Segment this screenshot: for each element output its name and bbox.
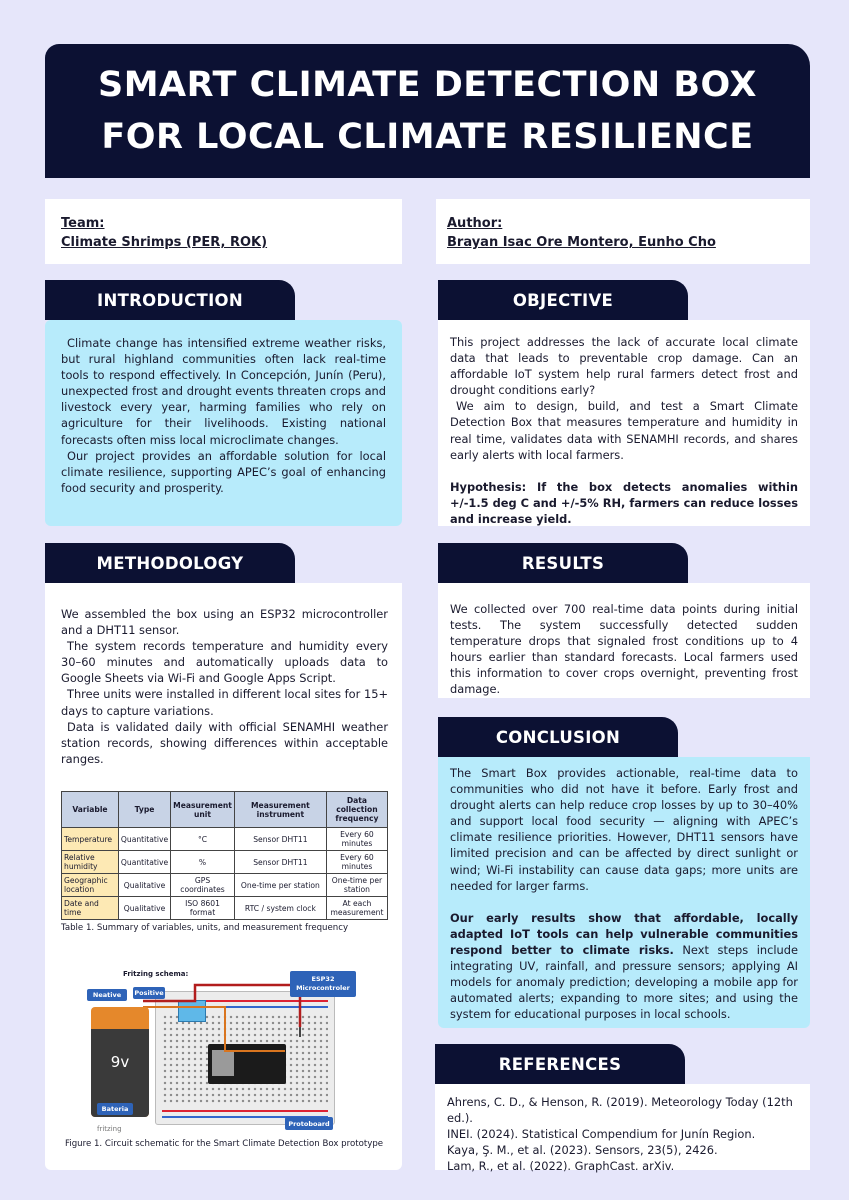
- table-cell: Sensor DHT11: [234, 828, 326, 851]
- table-caption: Table 1. Summary of variables, units, and measurement frequency: [61, 923, 349, 933]
- reference-item: Lam, R., et al. (2022). GraphCast. arXiv.: [447, 1159, 675, 1174]
- table-cell: Sensor DHT11: [234, 851, 326, 874]
- table-cell: RTC / system clock: [234, 897, 326, 920]
- conclusion-card: [438, 757, 810, 1028]
- author-card: [436, 199, 810, 264]
- introduction-heading: INTRODUCTION: [45, 280, 295, 320]
- conclusion-next-steps: Next steps include integrating UV, rainfall, and pressure sensors; applying AI models for anomaly prediction; developing a mobile app for automated alerts; expanding to more sites; and using the system for educational purposes in local schools.: [450, 942, 798, 1022]
- reference-item: Ahrens, C. D., & Henson, R. (2019). Meteorology Today (12th ed.).: [447, 1095, 793, 1126]
- methodology-paragraph-2: The system records temperature and humidity every 30–60 minutes and automatically uploads data to Google Sheets via Wi-Fi and Google Apps Script.: [61, 639, 388, 686]
- references-card: [435, 1084, 810, 1174]
- table-header: Measurement instrument: [234, 792, 326, 828]
- objective-card: [438, 320, 810, 526]
- conclusion-paragraph-1: The Smart Box provides actionable, real-time data to communities who did not have it before. Early frost and drought alerts can help reduce crop losses by up to 30–40% and support local food security — aligning with APEC’s climate resilience priorities. However, DHT11 sensors have limited precision and can be affected by direct sunlight or wind; Wi-Fi instability can cause data gaps; more units are needed for larger farms.: [450, 766, 798, 893]
- table-cell: %: [171, 851, 235, 874]
- table-cell: Quantitative: [118, 851, 170, 874]
- results-heading: RESULTS: [438, 543, 688, 583]
- table-cell: At each measurement: [326, 897, 387, 920]
- author-value: Brayan Isac Ore Montero, Eunho Cho: [447, 235, 716, 250]
- table-header: Measurement unit: [171, 792, 235, 828]
- table-cell: One-time per station: [326, 874, 387, 897]
- conclusion-key-finding: Our early results show that affordable, locally adapted IoT tools can help vulnerable communities respond better to climate risks.: [450, 910, 798, 957]
- variables-table-wrap: [61, 791, 388, 933]
- table-row: [62, 874, 388, 897]
- variables-table: [61, 791, 388, 920]
- team-value: Climate Shrimps (PER, ROK): [61, 235, 268, 250]
- reference-item: Kaya, Ş. M., et al. (2023). Sensors, 23(5), 2426.: [447, 1143, 718, 1158]
- table-row: [62, 828, 388, 851]
- table-cell: Geographic location: [62, 874, 119, 897]
- methodology-paragraph-1: We assembled the box using an ESP32 microcontroller and a DHT11 sensor.: [61, 607, 388, 638]
- positive-tag: Positive: [134, 989, 164, 997]
- methodology-paragraph-3: Three units were installed in different local sites for 15+ days to capture variations.: [61, 687, 388, 718]
- objective-paragraph-1: This project addresses the lack of accurate local climate data that leads to preventable crop damage. Can an affordable IoT system help rural farmers detect frost and drought conditions early?: [450, 335, 798, 398]
- introduction-paragraph-2: Our project provides an affordable solution for local climate resilience, supporting APEC’s goal of enhancing food security and prosperity.: [61, 448, 386, 495]
- methodology-paragraph-4: Data is validated daily with official SENAMHI weather station records, showing differences within acceptable ranges.: [61, 719, 388, 766]
- battery-image: [91, 1007, 149, 1117]
- table-cell: Relative humidity: [62, 851, 119, 874]
- objective-hypothesis: Hypothesis: If the box detects anomalies within +/-1.5 deg C and +/-5% RH, farmers can reduce losses and increase yield.: [450, 479, 798, 526]
- objective-heading: OBJECTIVE: [438, 280, 688, 320]
- table-cell: Qualitative: [118, 874, 170, 897]
- introduction-paragraph-1: Climate change has intensified extreme weather risks, but rural highland communities often lack real-time tools to respond effectively. In Concepción, Junín (Peru), unexpected frost and drought events threaten crops and livestock every year, harming families who rely on agriculture for their livelihoods. Existing national forecasts often miss local microclimate changes.: [61, 336, 386, 447]
- table-cell: Every 60 minutes: [326, 851, 387, 874]
- poster-title-line-2: FOR LOCAL CLIMATE RESILIENCE: [101, 117, 754, 157]
- fritzing-watermark: fritzing: [97, 1125, 122, 1133]
- table-cell: One-time per station: [234, 874, 326, 897]
- figure-caption: Figure 1. Circuit schematic for the Smart Climate Detection Box prototype: [65, 1139, 384, 1149]
- table-cell: Qualitative: [118, 897, 170, 920]
- schema-title: Fritzing schema:: [123, 970, 189, 978]
- results-paragraph-1: We collected over 700 real-time data points during initial tests. The system successfully detected sudden temperature drops that signaled frost conditions up to 4 hours earlier than standard forecasts. Local farmers used this information to cover crops overnight, preventing frost damage.: [450, 602, 798, 697]
- team-card: [45, 199, 402, 264]
- battery-tag: Bateria: [97, 1103, 133, 1115]
- negative-tag: Neative: [87, 989, 127, 1001]
- conclusion-heading: CONCLUSION: [438, 717, 678, 757]
- esp32-tag: ESP32 Microcontroler: [290, 971, 356, 997]
- battery-voltage: 9v: [110, 1053, 130, 1071]
- references-heading: REFERENCES: [435, 1044, 685, 1084]
- table-header: Data collection frequency: [326, 792, 387, 828]
- table-cell: Date and time: [62, 897, 119, 920]
- table-header: Type: [118, 792, 170, 828]
- protoboard-tag: Protoboard: [285, 1117, 333, 1130]
- table-cell: °C: [171, 828, 235, 851]
- conclusion-paragraph-2: [450, 910, 798, 1023]
- table-header: Variable: [62, 792, 119, 828]
- poster-title-line-1: SMART CLIMATE DETECTION BOX: [98, 65, 757, 105]
- table-cell: Quantitative: [118, 828, 170, 851]
- introduction-card: [45, 320, 402, 526]
- title-banner: [45, 44, 810, 178]
- results-card: [438, 583, 810, 698]
- circuit-figure: [85, 967, 385, 1137]
- methodology-heading: METHODOLOGY: [45, 543, 295, 583]
- table-cell: Every 60 minutes: [326, 828, 387, 851]
- table-cell: Temperature: [62, 828, 119, 851]
- table-row: [62, 897, 388, 920]
- table-cell: ISO 8601 format: [171, 897, 235, 920]
- methodology-card: [45, 583, 402, 1170]
- objective-paragraph-2: We aim to design, build, and test a Smart Climate Detection Box that measures temperature and humidity in real time, validates data with SENAMHI records, and shares early alerts with local farmers.: [450, 399, 798, 462]
- reference-item: INEI. (2024). Statistical Compendium for Junín Region.: [447, 1127, 756, 1142]
- table-row: [62, 851, 388, 874]
- table-cell: GPS coordinates: [171, 874, 235, 897]
- team-label: Team:: [61, 216, 105, 231]
- author-label: Author:: [447, 216, 503, 231]
